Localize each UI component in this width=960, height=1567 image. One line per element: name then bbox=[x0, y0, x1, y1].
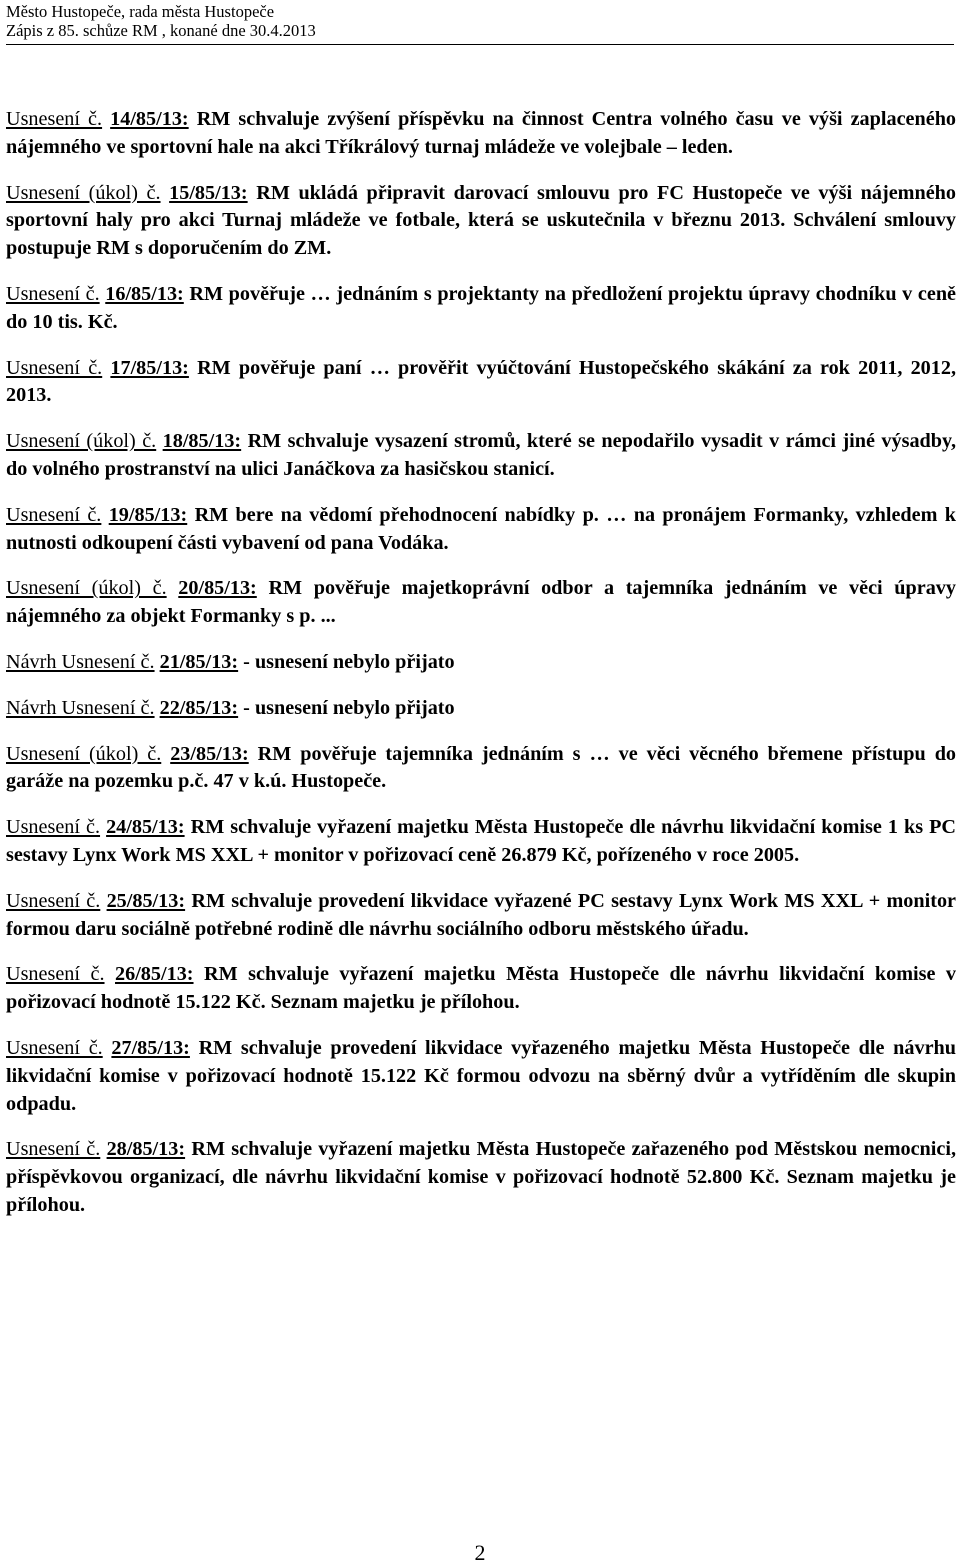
resolution-text: RM schvaluje provedení likvidace vyřazeného majetku Města Hustopeče dle návrhu likvidační komise v pořizovací hodnotě 15.122 Kč formou odvozu na sběrný dvůr a vytříděním dle skupin odpadu. bbox=[6, 1036, 956, 1115]
resolution-label: Usnesení č. bbox=[6, 503, 102, 526]
resolution-number: 26/85/13: bbox=[115, 963, 194, 986]
resolution-number: 17/85/13: bbox=[110, 356, 189, 379]
resolution-21 bbox=[6, 649, 956, 677]
resolution-text: RM bere na vědomí přehodnocení nabídky p. … na pronájem Formanky, vzhledem k nutnosti odkoupení části vybavení od pana Vodáka. bbox=[6, 503, 957, 554]
resolution-number: 22/85/13: bbox=[159, 696, 239, 719]
resolution-label: Usnesení č. bbox=[6, 108, 103, 130]
resolution-text: RM pověřuje tajemníka jednáním s … ve věci věcného břemene přístupu do garáže na pozemku p.č. 47 v k.ú. Hustopeče. bbox=[6, 742, 957, 793]
resolution-number: 19/85/13: bbox=[108, 503, 188, 526]
resolution-18 bbox=[6, 428, 956, 484]
resolution-text: - usnesení nebylo přijato bbox=[243, 650, 455, 673]
resolution-15 bbox=[6, 180, 956, 263]
resolution-16 bbox=[6, 281, 956, 337]
resolution-27 bbox=[6, 1035, 956, 1118]
resolution-number: 15/85/13: bbox=[169, 181, 248, 204]
resolution-number: 16/85/13: bbox=[105, 282, 184, 305]
resolution-text: RM schvaluje vyřazení majetku Města Hustopeče zařazeného pod Městskou nemocnici, příspěvkovou organizací, dle návrhu likvidační komise v pořizovací hodnotě 52.800 Kč. Seznam majetku je přílohou. bbox=[6, 1138, 957, 1216]
resolution-text: RM schvaluje vyřazení majetku Města Hustopeče dle návrhu likvidační komise v pořizovací hodnotě 15.122 Kč. Seznam majetku je přílohou. bbox=[6, 963, 957, 1014]
resolution-label: Usnesení č. bbox=[6, 816, 101, 839]
resolution-label: Usnesení č. bbox=[6, 889, 101, 912]
header-divider bbox=[6, 44, 954, 45]
resolution-23 bbox=[6, 741, 956, 797]
resolution-text: RM schvaluje provedení likvidace vyřazené PC sestavy Lynx Work MS XXL + monitor formou daru sociálně potřebné rodině dle návrhu sociálního odboru městského úřadu. bbox=[6, 889, 956, 940]
resolution-text: RM schvaluje zvýšení příspěvku na činnost Centra volného času ve výši zaplaceného nájemného ve sportovní hale na akci Tříkrálový turnaj mládeže ve volejbale – leden. bbox=[6, 108, 957, 158]
resolution-label: Usnesení č. bbox=[6, 963, 105, 986]
resolution-number: 23/85/13: bbox=[170, 742, 249, 765]
resolution-24 bbox=[6, 814, 956, 870]
page-number: 2 bbox=[474, 1540, 486, 1565]
resolution-text: - usnesení nebylo přijato bbox=[243, 696, 455, 719]
resolution-20 bbox=[6, 575, 956, 631]
resolution-label: Usnesení č. bbox=[6, 1036, 103, 1059]
resolution-number: 28/85/13: bbox=[106, 1138, 186, 1161]
page-header bbox=[6, 2, 316, 40]
resolution-number: 21/85/13: bbox=[159, 650, 239, 673]
resolution-text: RM pověřuje … jednáním s projektanty na předložení projektu úpravy chodníku v ceně do 10 tis. Kč. bbox=[6, 282, 957, 333]
resolution-text: RM schvaluje vysazení stromů, které se nepodařilo vysadit v rámci jiné výsadby, do volného prostranství na ulici Janáčkova za hasičskou stanicí. bbox=[6, 430, 957, 480]
resolution-number: 20/85/13: bbox=[178, 577, 257, 600]
resolutions-list bbox=[6, 106, 956, 1238]
header-meeting-info: Zápis z 85. schůze RM , konané dne 30.4.2013 bbox=[6, 21, 316, 40]
resolution-label: Usnesení (úkol) č. bbox=[6, 181, 161, 204]
resolution-14 bbox=[6, 106, 956, 162]
resolution-25 bbox=[6, 888, 956, 944]
resolution-28 bbox=[6, 1136, 956, 1219]
resolution-26 bbox=[6, 961, 956, 1017]
resolution-label: Usnesení (úkol) č. bbox=[6, 430, 157, 453]
resolution-number: 25/85/13: bbox=[106, 889, 186, 912]
resolution-label: Usnesení č. bbox=[6, 282, 100, 305]
resolution-text: RM ukládá připravit darovací smlouvu pro FC Hustopeče ve výši nájemného sportovní haly pro akci Turnaj mládeže ve fotbale, která se uskutečnila v březnu 2013. Schválení smlouvy postupuje RM s doporučením do ZM. bbox=[6, 181, 957, 260]
resolution-label: Usnesení č. bbox=[6, 1138, 101, 1161]
resolution-17 bbox=[6, 355, 956, 411]
resolution-label: Usnesení (úkol) č. bbox=[6, 742, 162, 765]
header-organization: Město Hustopeče, rada města Hustopeče bbox=[6, 2, 275, 21]
resolution-number: 14/85/13: bbox=[110, 108, 189, 130]
resolution-label: Návrh Usnesení č. bbox=[6, 696, 155, 719]
resolution-22 bbox=[6, 695, 956, 723]
resolution-19 bbox=[6, 502, 956, 558]
resolution-label: Návrh Usnesení č. bbox=[6, 650, 155, 673]
resolution-number: 18/85/13: bbox=[162, 430, 242, 453]
resolution-number: 27/85/13: bbox=[111, 1036, 190, 1059]
resolution-text: RM pověřuje paní … prověřit vyúčtování Hustopečského skákání za rok 2011, 2012, 2013. bbox=[6, 356, 956, 407]
resolution-number: 24/85/13: bbox=[106, 816, 185, 839]
resolution-label: Usnesení č. bbox=[6, 356, 103, 379]
resolution-text: RM schvaluje vyřazení majetku Města Hustopeče dle návrhu likvidační komise 1 ks PC sestavy Lynx Work MS XXL + monitor v pořizovací ceně 26.879 Kč, pořízeného v roce 2005. bbox=[6, 816, 957, 866]
resolution-text: RM pověřuje majetkoprávní odbor a tajemníka jednáním ve věci úpravy nájemného za objekt Formanky s p. ... bbox=[6, 577, 956, 628]
resolution-label: Usnesení (úkol) č. bbox=[6, 577, 167, 600]
